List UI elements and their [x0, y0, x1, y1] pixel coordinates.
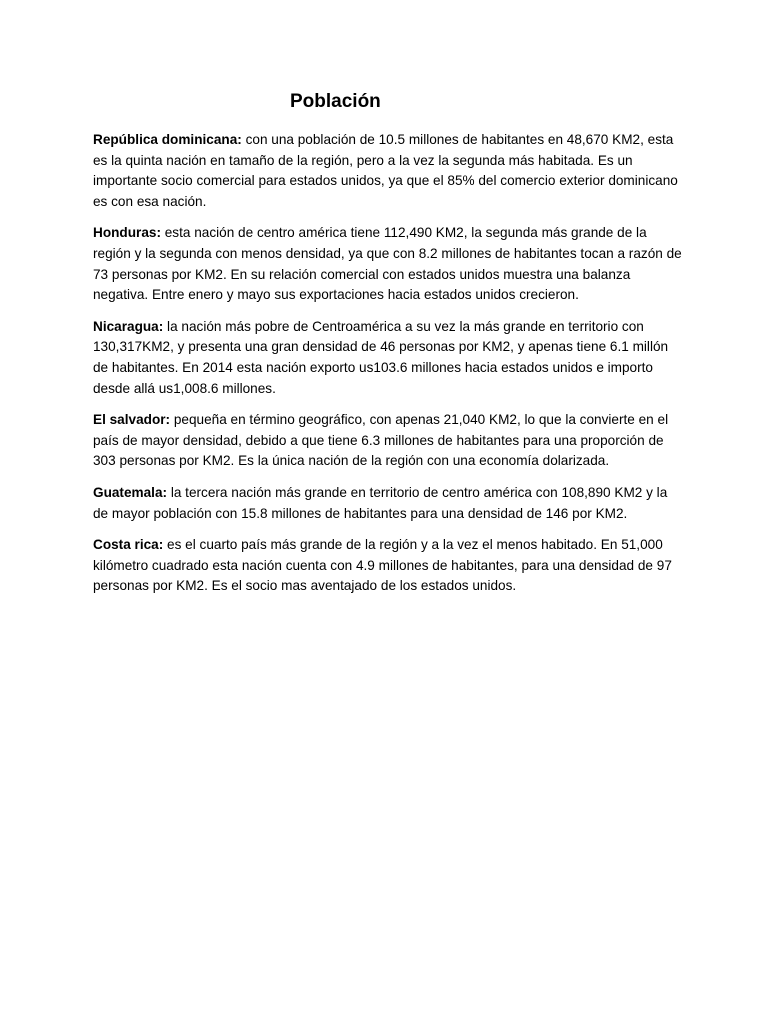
paragraph-nicaragua [93, 317, 683, 399]
page-title: Población [290, 91, 381, 112]
paragraph-text: la tercera nación más grande en territorio de centro américa con 108,890 KM2 y la de mayor población con 15.8 millones de habitantes para una densidad de 146 por KM2. [93, 484, 668, 521]
paragraph-text: pequeña en término geográfico, con apenas 21,040 KM2, lo que la convierte en el país de mayor densidad, debido a que tiene 6.3 millones de habitantes para una proporción de 303 personas por KM2. Es la única nación de la región con una economía dolarizada. [93, 412, 669, 469]
paragraph-label: El salvador: [93, 412, 171, 428]
paragraph-el-salvador [93, 410, 683, 472]
paragraph-text: con una población de 10.5 millones de habitantes en 48,670 KM2, esta es la quinta nación en tamaño de la región, pero a la vez la segunda más habitada. Es un importante socio comercial para estados unidos, ya que el 85% del comercio exterior dominicano es con esa nación. [93, 132, 678, 209]
paragraph-label: Guatemala: [93, 484, 168, 500]
paragraph-guatemala [93, 483, 683, 524]
paragraph-text: la nación más pobre de Centroamérica a su vez la más grande en territorio con 130,317KM2, y presenta una gran densidad de 46 personas por KM2, y apenas tiene 6.1 millón de habitantes. En 2014 esta nación exporto us103.6 millones hacia estados unidos e importo desde allá us1,008.6 millones. [93, 318, 669, 396]
paragraph-label: Honduras: [93, 225, 161, 241]
paragraph-costa-rica [93, 535, 683, 597]
paragraph-label: Costa rica: [93, 537, 164, 553]
paragraph-text: es el cuarto país más grande de la región y a la vez el menos habitado. En 51,000 kilómetro cuadrado esta nación cuenta con 4.9 millones de habitantes, para una densidad de 97 personas por KM2. Es el socio mas aventajado de los estados unidos. [93, 537, 672, 594]
document-page [93, 88, 683, 608]
paragraph-republica-dominicana [93, 130, 683, 212]
paragraph-honduras [93, 223, 683, 305]
paragraph-label: Nicaragua: [93, 318, 164, 334]
paragraph-text: esta nación de centro américa tiene 112,490 KM2, la segunda más grande de la región y la segunda con menos densidad, ya que con 8.2 millones de habitantes tocan a razón de 73 personas por KM2. En su relación comercial con estados unidos muestra una balanza negativa. Entre enero y mayo sus exportaciones hacia estados unidos crecieron. [93, 225, 682, 303]
paragraph-label: República dominicana: [93, 132, 242, 147]
